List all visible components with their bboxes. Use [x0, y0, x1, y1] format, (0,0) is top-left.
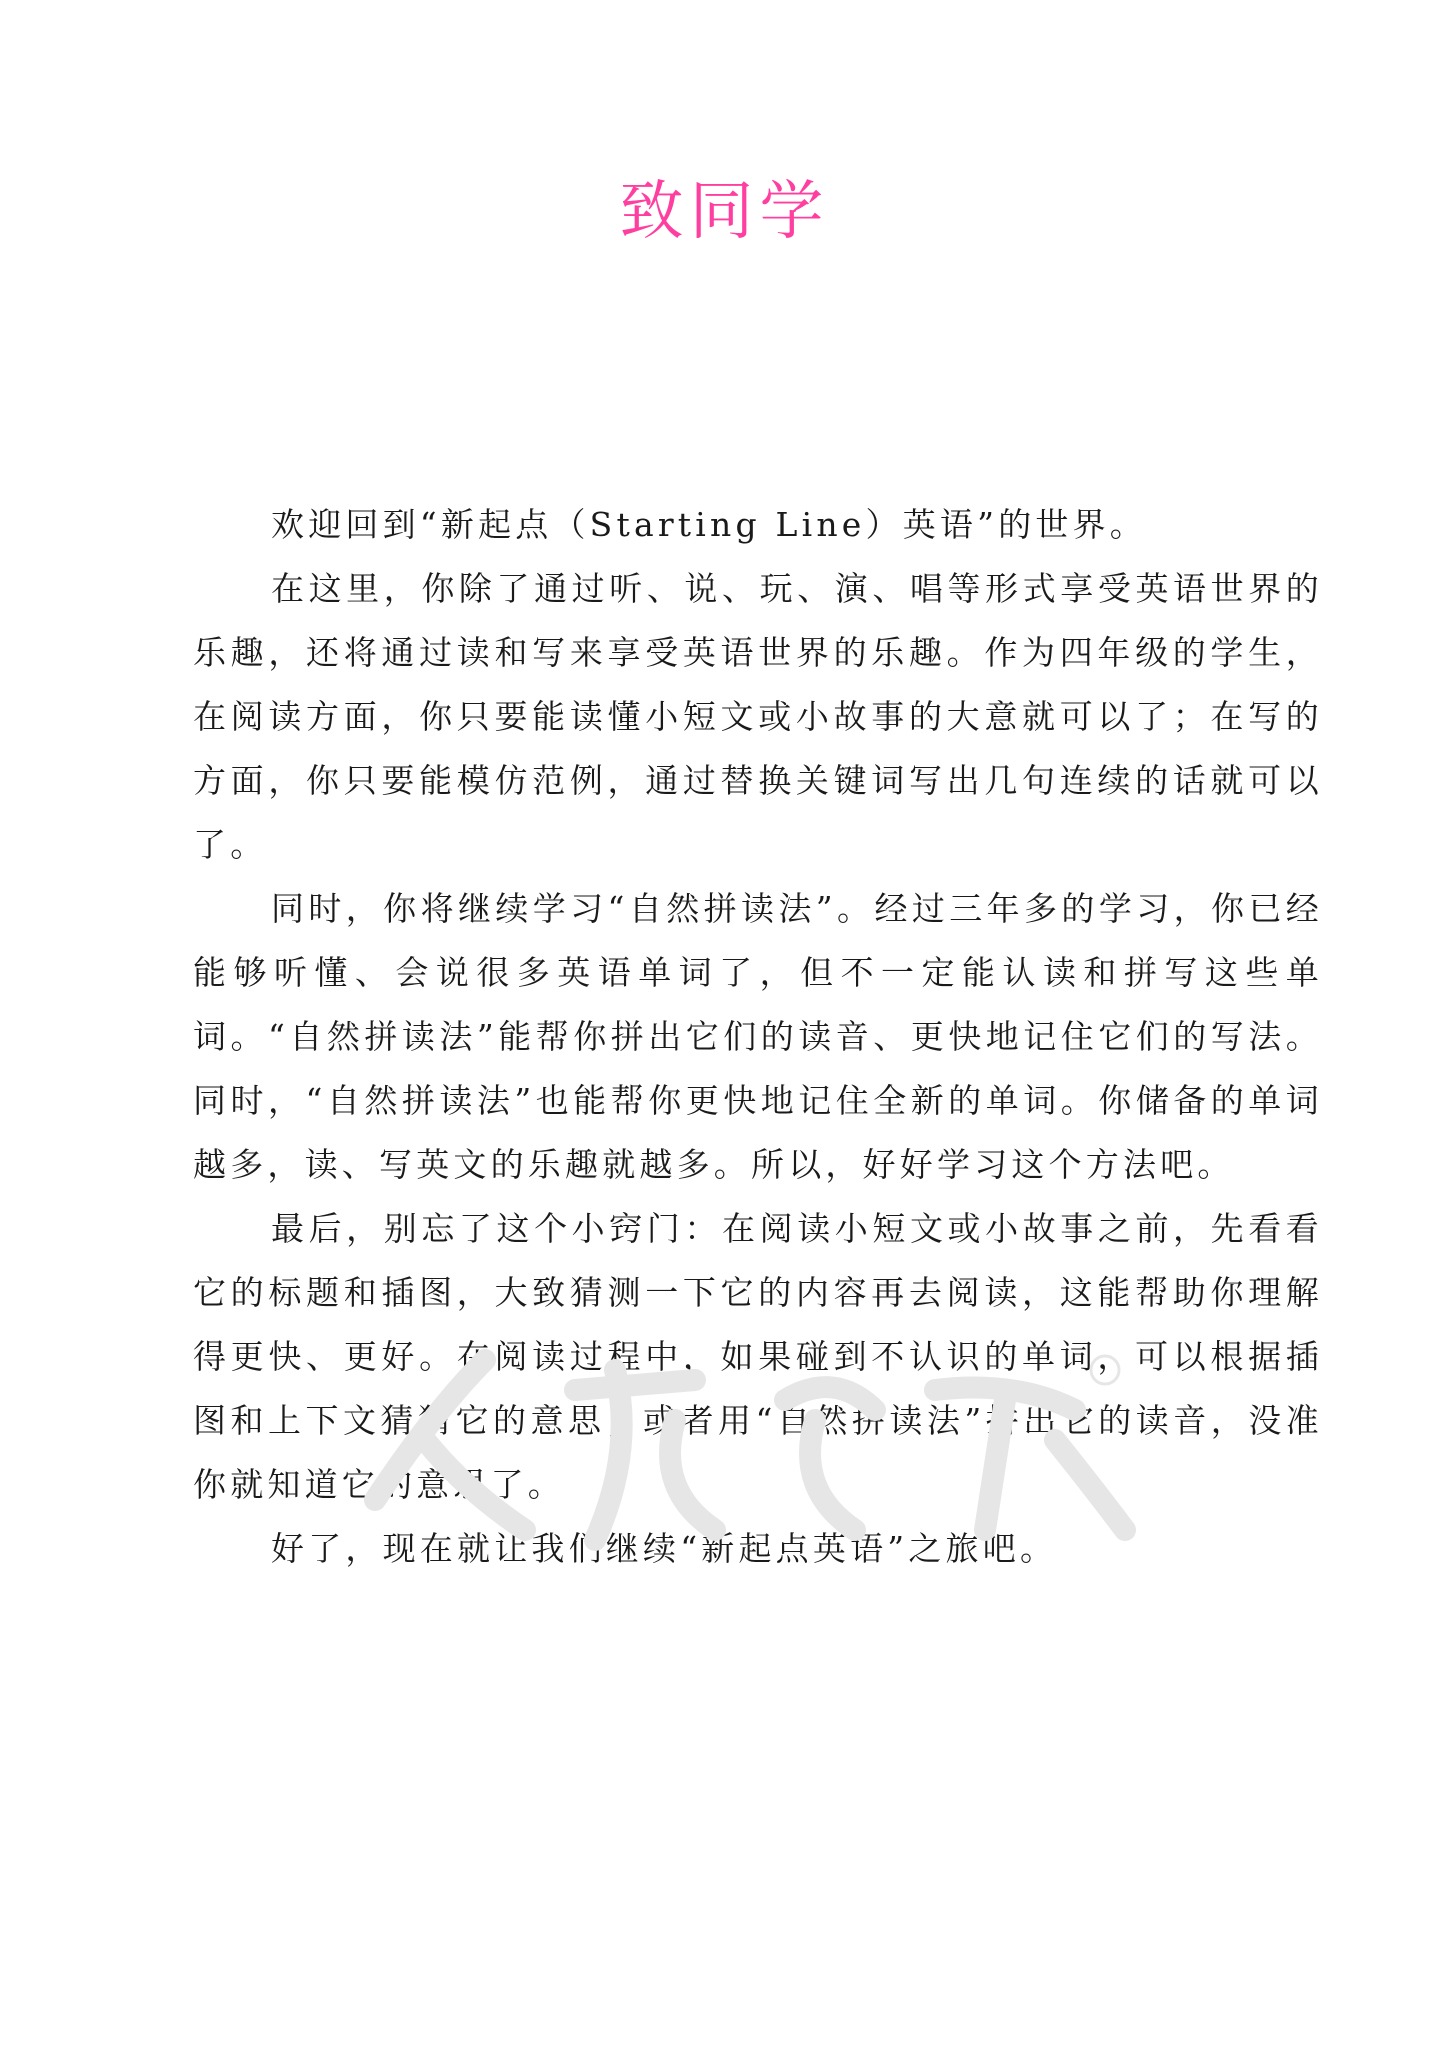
paragraph-reading-writing: 在这里，你除了通过听、说、玩、演、唱等形式享受英语世界的乐趣，还将通过读和写来享受英语世界的乐趣。作为四年级的学生，在阅读方面，你只要能读懂小短文或小故事的大意就可以了；在写的方面，你只要能模仿范例，通过替换关键词写出几句连续的话就可以了。 [193, 569, 1323, 864]
paragraph-welcome: 欢迎回到“新起点（Starting Line）英语”的世界。 [271, 505, 1147, 544]
paragraph-tips: 最后，别忘了这个小窍门：在阅读小短文或小故事之前，先看看它的标题和插图，大致猜测一下它的内容再去阅读，这能帮助你理解得更快、更好。在阅读过程中，如果碰到不认识的单词，可以根据插图和上下文猜猜它的意思；或者用“自然拼读法”拼出它的读音，没准你就知道它的意思了。 [193, 1209, 1323, 1504]
page-title: 致同学 [619, 175, 830, 249]
letter-body [193, 493, 1323, 1581]
paragraph-closing: 好了，现在就让我们继续“新起点英语”之旅吧。 [271, 1529, 1058, 1568]
paragraph-phonics: 同时，你将继续学习“自然拼读法”。经过三年多的学习，你已经能够听懂、会说很多英语单词了，但不一定能认读和拼写这些单词。“自然拼读法”能帮你拼出它们的读音、更快地记住它们的写法。同时，“自然拼读法”也能帮你更快地记住全新的单词。你储备的单词越多，读、写英文的乐趣就越多。所以，好好学习这个方法吧。 [193, 889, 1323, 1184]
